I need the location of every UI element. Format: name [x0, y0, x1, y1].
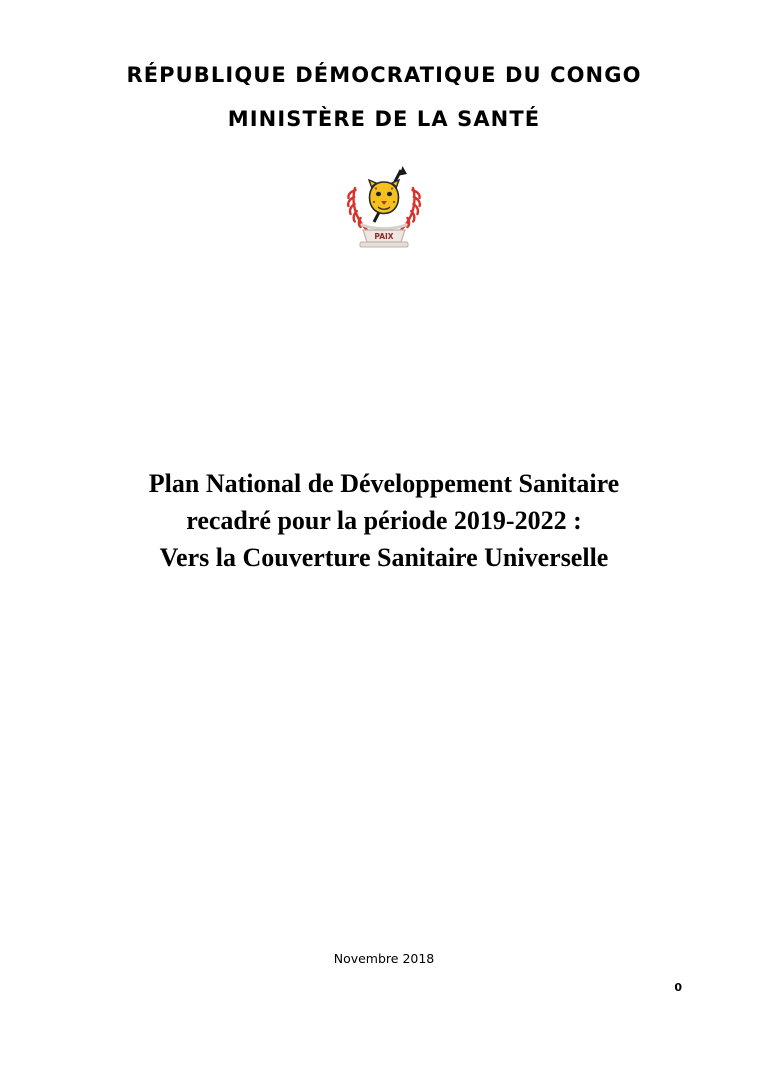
ministry-heading: MINISTÈRE DE LA SANTÉ: [227, 107, 541, 132]
emblem-motto-text: PAIX: [374, 232, 394, 241]
drc-coat-of-arms-icon: [341, 160, 427, 252]
title-line-3: Vers la Couverture Sanitaire Universelle: [159, 542, 609, 572]
document-header: [0, 62, 768, 134]
emblem-container: [0, 160, 768, 252]
document-title: [0, 466, 768, 577]
title-line-1: Plan National de Développement Sanitaire: [148, 469, 620, 498]
page-number: 0: [674, 981, 682, 994]
document-date: Novembre 2018: [333, 951, 435, 966]
country-heading: RÉPUBLIQUE DÉMOCRATIQUE DU CONGO: [126, 63, 642, 87]
title-line-2: recadré pour la période 2019-2022 :: [186, 505, 582, 535]
